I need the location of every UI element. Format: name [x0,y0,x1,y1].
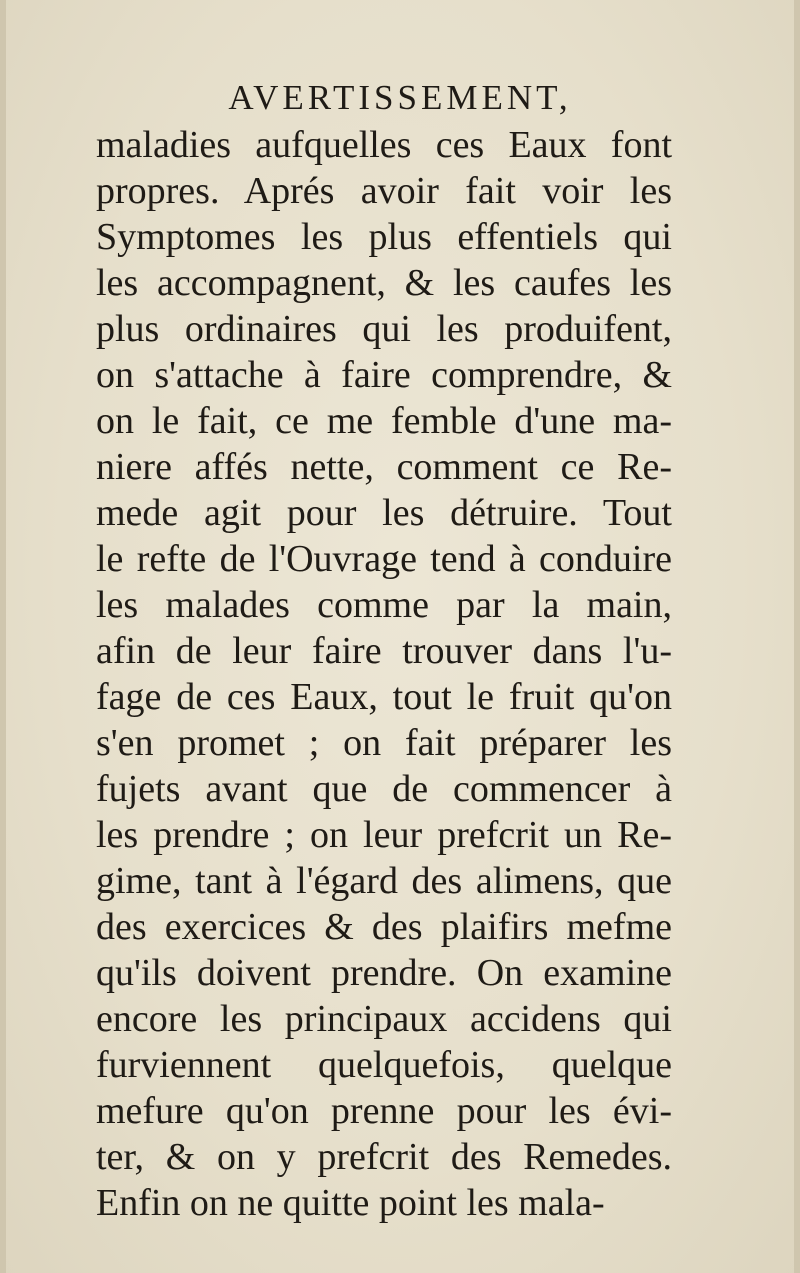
text-line: on le fait, ce me femble d'une ma- [96,400,672,442]
text-line: niere affés nette, comment ce Re- [96,446,672,488]
text-line: les accompagnent, & les caufes les [96,262,672,304]
running-head: AVERTISSEMENT, [228,78,572,117]
text-line: des exercices & des plaifirs mefme [96,906,672,948]
text-line: les prendre ; on leur prefcrit un Re- [96,814,672,856]
text-line: Symptomes les plus effentiels qui [96,216,672,258]
text-line: mede agit pour les détruire. Tout [96,492,672,534]
text-line: fage de ces Eaux, tout le fruit qu'on [96,676,672,718]
text-line: fujets avant que de commencer à [96,768,672,810]
text-line: Enfin on ne quitte point les mala- [96,1182,605,1224]
text-line: plus ordinaires qui les produifent, [96,308,672,350]
text-line: afin de leur faire trouver dans l'u- [96,630,672,672]
body-text [96,122,672,1226]
text-line: le refte de l'Ouvrage tend à conduire [96,538,672,580]
text-line: les malades comme par la main, [96,584,672,626]
text-line: encore les principaux accidens qui [96,998,672,1040]
page-edge-left [0,0,6,1273]
text-line: s'en promet ; on fait préparer les [96,722,672,764]
text-line: ter, & on y prefcrit des Remedes. [96,1136,672,1178]
text-line: gime, tant à l'égard des alimens, que [96,860,672,902]
text-line: qu'ils doivent prendre. On examine [96,952,672,994]
text-line: on s'attache à faire comprendre, & [96,354,672,396]
page-edge-right [794,0,800,1273]
text-line: furviennent quelquefois, quelque [96,1044,672,1086]
text-line: propres. Aprés avoir fait voir les [96,170,672,212]
text-line: mefure qu'on prenne pour les évi- [96,1090,672,1132]
text-line: maladies aufquelles ces Eaux font [96,124,672,166]
